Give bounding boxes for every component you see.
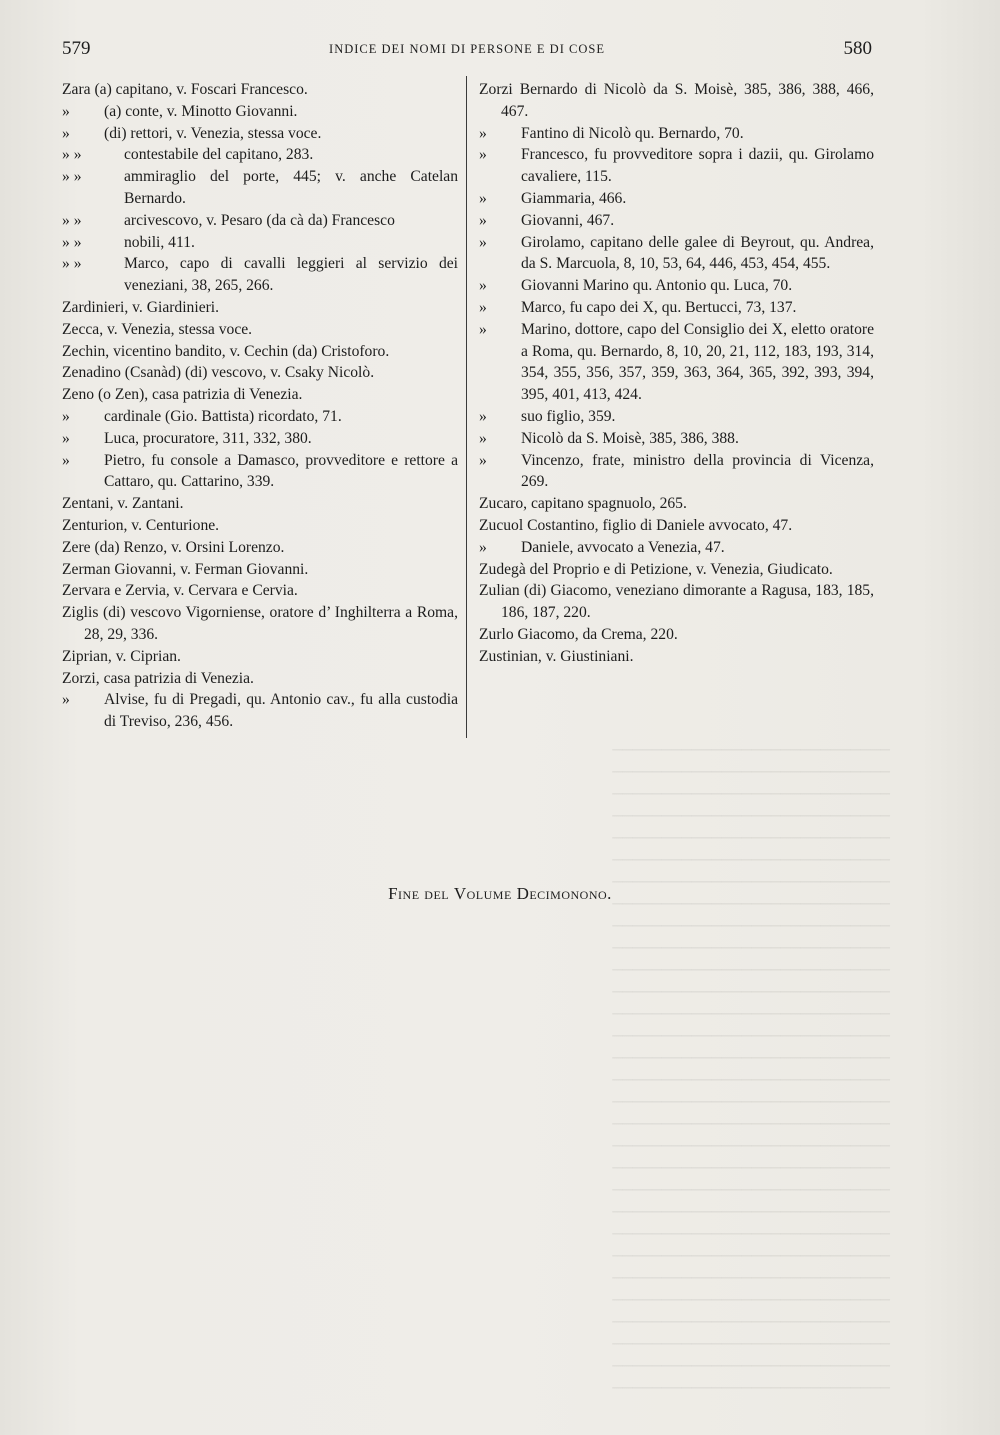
index-entry-text: Marco, fu capo dei X, qu. Bertucci, 73, 137. — [521, 298, 797, 316]
ditto-mark: » — [479, 233, 487, 251]
index-entry-text: Zorzi Bernardo di Nicolò da S. Moisè, 385, 386, 388, 466, 467. — [479, 81, 874, 120]
ditto-mark: » » — [62, 233, 82, 251]
ditto-mark: » — [479, 407, 487, 425]
ditto-mark: » — [62, 102, 70, 120]
index-entry-text: Zucuol Costantino, figlio di Daniele avvocato, 47. — [479, 516, 793, 534]
index-entry-text: Zervara e Zervia, v. Cervara e Cervia. — [62, 582, 298, 600]
index-entry — [479, 123, 874, 145]
index-entry — [62, 362, 458, 384]
index-entry — [62, 493, 458, 515]
index-entry-text: Giovanni Marino qu. Antonio qu. Luca, 70. — [521, 277, 793, 295]
colophon-word: Fine — [388, 884, 420, 903]
index-entry — [62, 297, 458, 319]
index-entry — [62, 232, 458, 254]
index-entry-text: Daniele, avvocato a Venezia, 47. — [521, 538, 725, 556]
index-entry-text: nobili, 411. — [124, 233, 195, 251]
index-entry-text: Alvise, fu di Pregadi, qu. Antonio cav., fu alla custodia di Treviso, 236, 456. — [104, 691, 458, 731]
index-entry-text: Giovanni, 467. — [521, 211, 615, 229]
index-entry — [479, 450, 874, 494]
running-title: INDICE DEI NOMI DI PERSONE E DI COSE — [329, 42, 605, 56]
index-entry — [479, 406, 874, 428]
index-entry — [62, 602, 458, 646]
show-through-texture: ──────────────────────────── ──────────────────────────── ──────────────────────────── ──────────────────────────── ──────────────────────────── ──────────────────────────── ──────────────────────────── ──────────────────────────── ──────────────────────────── ──────────────────────────── ──────────────────────────── ──────────────────────────── ──────────────────────────── ──────────────────────────── ──────────────────────────── ──────────────────────────── ──────────────────────────── ──────────────────────────── ──────────────────────────── ──────────────────────────── ──────────────────────────── ──────────────────────────── ──────────────────────────── ──────────────────────────── ──────────────────────────── ──────────────────────────── ──────────────────────────── ──────────────────────────── ──────────────────────────── ──────────────────────────── — [612, 743, 890, 1396]
running-header — [62, 38, 872, 64]
index-entry-text: Zecca, v. Venezia, stessa voce. — [62, 320, 253, 338]
index-entry — [479, 144, 874, 188]
index-entry-text: cardinale (Gio. Battista) ricordato, 71. — [104, 407, 342, 425]
index-entry — [62, 515, 458, 537]
ditto-mark: » — [479, 277, 487, 295]
index-entry — [62, 537, 458, 559]
index-entry-text: Zechin, vicentino bandito, v. Cechin (da) Cristoforo. — [62, 342, 390, 360]
ditto-mark: » » — [62, 255, 82, 273]
index-entry — [479, 319, 874, 406]
index-entry-text: Zenadino (Csanàd) (di) vescovo, v. Csaky Nicolò. — [62, 364, 375, 382]
ditto-mark: » — [479, 320, 487, 338]
ditto-mark: » — [479, 298, 487, 316]
index-entry-text: Zorzi, casa patrizia di Venezia. — [62, 669, 254, 687]
index-entry — [62, 450, 458, 494]
colophon-word: del — [424, 884, 450, 903]
index-entry — [62, 319, 458, 341]
index-entry — [62, 668, 458, 690]
ditto-mark: » — [62, 691, 70, 709]
index-entry — [62, 559, 458, 581]
index-entry — [62, 580, 458, 602]
ditto-mark: » — [479, 538, 487, 556]
index-entry — [62, 646, 458, 668]
index-entry — [62, 101, 458, 123]
index-entry — [479, 559, 874, 581]
index-entry-text: Fantino di Nicolò qu. Bernardo, 70. — [521, 124, 744, 142]
ditto-mark: » — [479, 451, 487, 469]
ditto-mark: » — [62, 451, 70, 469]
index-entry — [479, 624, 874, 646]
index-entry-text: arcivescovo, v. Pesaro (da cà da) Francesco — [124, 211, 395, 229]
index-entry-text: Marino, dottore, capo del Consiglio dei X, eletto oratore a Roma, qu. Bernardo, 8, 10, 20, 21, 112, 183, 193, 314, 354, 355, 356, 357, 359, 363, 364, 365, 392, 393, 394, 395, 401, 413, 424. — [521, 320, 874, 404]
index-entry-text: Pietro, fu console a Damasco, provveditore e rettore a Cattaro, qu. Cattarino, 339. — [104, 451, 458, 491]
index-entry-text: Zustinian, v. Giustiniani. — [479, 647, 634, 665]
index-entry-text: Zerman Giovanni, v. Ferman Giovanni. — [62, 560, 309, 578]
colophon-word: Volume — [453, 884, 512, 903]
ditto-mark: » » — [62, 168, 82, 186]
index-entry-text: Francesco, fu provveditore sopra i dazii, qu. Girolamo cavaliere, 115. — [521, 146, 874, 186]
index-entry-text: Ziglis (di) vescovo Vigorniense, oratore d’ Inghilterra a Roma, 28, 29, 336. — [62, 604, 458, 643]
ditto-mark: » » — [62, 146, 82, 164]
index-entry-text: contestabile del capitano, 283. — [124, 146, 314, 164]
index-entry — [62, 341, 458, 363]
ditto-mark: » — [62, 407, 70, 425]
index-entry-text: Zurlo Giacomo, da Crema, 220. — [479, 625, 678, 643]
index-entry — [479, 580, 874, 624]
index-entry-text: Zere (da) Renzo, v. Orsini Lorenzo. — [62, 538, 285, 556]
index-entry — [62, 79, 458, 101]
ditto-mark: » — [479, 124, 487, 142]
index-entry — [479, 188, 874, 210]
index-entry-text: ammiraglio del porte, 445; v. anche Catelan Bernardo. — [124, 168, 458, 207]
colophon-word: Decimonono. — [516, 884, 612, 903]
index-entry-text: Zulian (di) Giacomo, veneziano dimorante a Ragusa, 183, 185, 186, 187, 220. — [479, 582, 874, 622]
index-entry — [62, 123, 458, 145]
index-entry-text: Vincenzo, frate, ministro della provincia di Vicenza, 269. — [521, 451, 874, 491]
index-entry — [479, 210, 874, 232]
index-entry-text: Nicolò da S. Moisè, 385, 386, 388. — [521, 429, 739, 447]
index-entry-text: Zentani, v. Zantani. — [62, 495, 184, 513]
index-entry-text: Girolamo, capitano delle galee di Beyrout, qu. Andrea, da S. Marcuola, 8, 10, 53, 64, 446, 453, 454, 455. — [521, 233, 874, 273]
index-entry — [62, 166, 458, 210]
index-entry — [479, 515, 874, 537]
index-entry — [62, 210, 458, 232]
index-entry — [62, 689, 458, 733]
column-divider — [466, 76, 467, 738]
index-entry — [479, 428, 874, 450]
index-entry-text: Zara (a) capitano, v. Foscari Francesco. — [62, 81, 308, 98]
ditto-mark: » — [479, 146, 487, 164]
index-entry — [62, 428, 458, 450]
index-entry — [479, 493, 874, 515]
page-number-right: 580 — [843, 38, 872, 59]
ditto-mark: » — [479, 211, 487, 229]
index-entry-text: (di) rettori, v. Venezia, stessa voce. — [104, 124, 322, 142]
index-entry-text: Zudegà del Proprio e di Petizione, v. Venezia, Giudicato. — [479, 560, 833, 578]
index-entry-text: Ziprian, v. Ciprian. — [62, 647, 181, 665]
index-entry — [62, 406, 458, 428]
index-column-right — [479, 79, 874, 668]
index-entry-text: Zeno (o Zen), casa patrizia di Venezia. — [62, 386, 303, 404]
index-entry-text: Zucaro, capitano spagnuolo, 265. — [479, 495, 687, 513]
index-entry-text: Zardinieri, v. Giardinieri. — [62, 298, 220, 316]
index-entry-text: Marco, capo di cavalli leggieri al servizio dei veneziani, 38, 265, 266. — [124, 255, 458, 295]
ditto-mark: » — [62, 429, 70, 447]
colophon — [0, 884, 1000, 904]
index-entry-text: suo figlio, 359. — [521, 407, 616, 425]
index-entry — [479, 275, 874, 297]
index-entry — [479, 232, 874, 276]
index-entry — [479, 297, 874, 319]
ditto-mark: » — [479, 189, 487, 207]
index-entry — [62, 384, 458, 406]
ditto-mark: » » — [62, 211, 82, 229]
index-entry-text: (a) conte, v. Minotto Giovanni. — [104, 102, 298, 120]
index-entry-text: Giammaria, 466. — [521, 189, 627, 207]
index-entry-text: Luca, procuratore, 311, 332, 380. — [104, 429, 312, 447]
ditto-mark: » — [479, 429, 487, 447]
index-entry-text: Zenturion, v. Centurione. — [62, 516, 220, 534]
index-entry — [479, 646, 874, 668]
index-entry — [62, 253, 458, 297]
index-entry — [479, 79, 874, 123]
ditto-mark: » — [62, 124, 70, 142]
index-entry — [479, 537, 874, 559]
page-number-left: 579 — [62, 38, 91, 59]
index-column-left — [62, 79, 458, 733]
index-entry — [62, 144, 458, 166]
